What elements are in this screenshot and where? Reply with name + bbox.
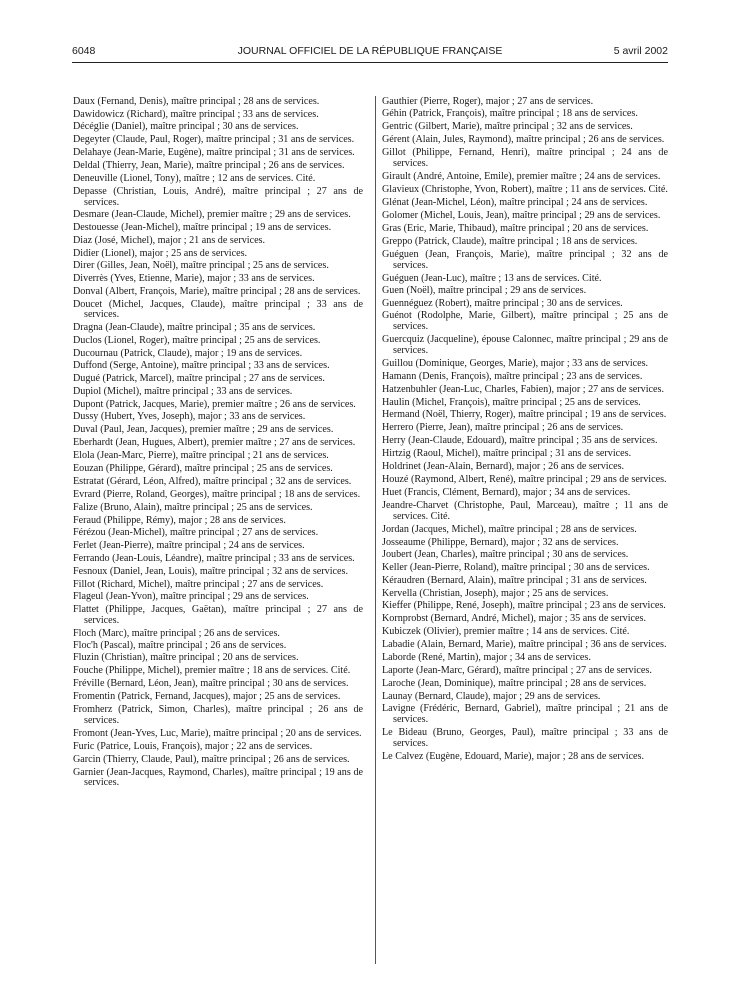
list-item: Laporte (Jean-Marc, Gérard), maître principal ; 27 ans de services.	[382, 664, 652, 676]
list-item: Lavigne (Frédéric, Bernard, Gabriel), maître principal ; 21 ans de services.	[382, 702, 668, 725]
list-item: Kubiczek (Olivier), premier maître ; 14 ans de services. Cité.	[382, 626, 630, 638]
list-item: Holdrinet (Jean-Alain, Bernard), major ; 26 ans de services.	[382, 461, 625, 473]
list-item: Launay (Bernard, Claude), major ; 29 ans de services.	[382, 690, 601, 702]
list-item: Flattet (Philippe, Jacques, Gaëtan), maître principal ; 27 ans de services.	[73, 603, 363, 626]
list-item: Herry (Jean-Claude, Edouard), maître principal ; 35 ans de services.	[382, 435, 658, 447]
list-item: Doucet (Michel, Jacques, Claude), maître principal ; 33 ans de services.	[73, 298, 363, 321]
list-item: Delahaye (Jean-Marie, Eugène), maître principal ; 31 ans de services.	[73, 146, 355, 158]
list-item: Greppo (Patrick, Claude), maître principal ; 18 ans de services.	[382, 236, 638, 248]
list-item: Fesnoux (Daniel, Jean, Louis), maître principal ; 32 ans de services.	[73, 565, 348, 577]
list-item: Dupont (Patrick, Jacques, Marie), premier maître ; 26 ans de services.	[73, 398, 356, 410]
list-item: Houzé (Raymond, Albert, René), maître principal ; 29 ans de services.	[382, 473, 667, 485]
list-item: Desmare (Jean-Claude, Michel), premier maître ; 29 ans de services.	[73, 209, 351, 221]
list-item: Deldal (Thierry, Jean, Marie), maître principal ; 26 ans de services.	[73, 159, 345, 171]
list-item: Eberhardt (Jean, Hugues, Albert), premier maître ; 27 ans de services.	[73, 436, 356, 448]
list-item: Duffond (Serge, Antoine), maître principal ; 33 ans de services.	[73, 360, 330, 372]
list-item: Décéglie (Daniel), maître principal ; 30 ans de services.	[73, 121, 299, 133]
list-item: Hamann (Denis, François), maître principal ; 23 ans de services.	[382, 370, 643, 382]
list-item: Girault (André, Antoine, Emile), premier maître ; 24 ans de services.	[382, 171, 661, 183]
list-item: Herrero (Pierre, Jean), maître principal ; 26 ans de services.	[382, 422, 624, 434]
list-item: Depasse (Christian, Louis, André), maître principal ; 27 ans de services.	[73, 185, 363, 208]
list-item: Hirtzig (Raoul, Michel), maître principal ; 31 ans de services.	[382, 448, 632, 460]
list-item: Joubert (Jean, Charles), maître principal ; 30 ans de services.	[382, 548, 629, 560]
list-item: Eouzan (Philippe, Gérard), maître principal ; 25 ans de services.	[73, 462, 333, 474]
list-item: Diverrès (Yves, Etienne, Marie), major ; 33 ans de services.	[73, 273, 315, 285]
list-item: Gentric (Gilbert, Marie), maître principal ; 32 ans de services.	[382, 121, 633, 133]
list-item: Guercquiz (Jacqueline), épouse Calonnec, maître principal ; 29 ans de services.	[382, 333, 668, 356]
journal-title: JOURNAL OFFICIEL DE LA RÉPUBLIQUE FRANÇAISE	[237, 45, 503, 57]
list-item: Feraud (Philippe, Rémy), major ; 28 ans de services.	[73, 514, 286, 526]
list-item: Guéguen (Jean, François, Marie), maître principal ; 32 ans de services.	[382, 249, 668, 271]
list-item: Glavieux (Christophe, Yvon, Robert), maître ; 11 ans de services. Cité.	[382, 184, 668, 196]
list-item: Jeandre-Charvet (Christophe, Paul, Marceau), maître ; 11 ans de services. Cité.	[382, 499, 668, 522]
list-item: Glénat (Jean-Michel, Léon), maître principal ; 24 ans de services.	[382, 197, 648, 209]
list-item: Fréville (Bernard, Léon, Jean), maître principal ; 30 ans de services.	[73, 677, 349, 689]
list-item: Ferlet (Jean-Pierre), maître principal ; 24 ans de services.	[73, 540, 305, 552]
list-item: Furic (Patrice, Louis, François), major ; 22 ans de services.	[73, 740, 313, 752]
list-item: Deneuville (Lionel, Tony), maître ; 12 ans de services. Cité.	[73, 172, 316, 184]
list-item: Ferrando (Jean-Louis, Léandre), maître principal ; 33 ans de services.	[73, 552, 355, 564]
column-divider	[375, 96, 376, 964]
list-item: Kervella (Christian, Joseph), major ; 25 ans de services.	[382, 587, 609, 599]
list-item: Férézou (Jean-Michel), maître principal ; 27 ans de services.	[73, 527, 319, 539]
page-header	[72, 45, 668, 59]
list-item: Gérent (Alain, Jules, Raymond), maître principal ; 26 ans de services.	[382, 134, 665, 146]
list-item: Guillou (Dominique, Georges, Marie), major ; 33 ans de services.	[382, 357, 649, 369]
list-item: Degeyter (Claude, Paul, Roger), maître principal ; 31 ans de services.	[73, 133, 355, 145]
list-item: Fluzin (Christian), maître principal ; 20 ans de services.	[73, 652, 299, 664]
list-item: Falize (Bruno, Alain), maître principal ; 25 ans de services.	[73, 501, 313, 513]
list-item: Le Bideau (Bruno, Georges, Paul), maître principal ; 33 ans de services.	[382, 726, 668, 749]
list-item: Floc'h (Pascal), maître principal ; 26 ans de services.	[73, 640, 287, 652]
list-item: Golomer (Michel, Louis, Jean), maître principal ; 29 ans de services.	[382, 210, 661, 222]
list-item: Kéraudren (Bernard, Alain), maître principal ; 31 ans de services.	[382, 574, 647, 586]
list-item: Keller (Jean-Pierre, Roland), maître principal ; 30 ans de services.	[382, 561, 650, 573]
list-item: Guennéguez (Robert), maître principal ; 30 ans de services.	[382, 297, 623, 309]
list-item: Guéguen (Jean-Luc), maître ; 13 ans de services. Cité.	[382, 272, 602, 284]
list-item: Jordan (Jacques, Michel), maître principal ; 28 ans de services.	[382, 523, 637, 535]
list-item: Flageul (Jean-Yvon), maître principal ; 29 ans de services.	[73, 591, 309, 603]
list-item: Fouche (Philippe, Michel), premier maître ; 18 ans de services. Cité.	[73, 664, 351, 676]
list-item: Diaz (José, Michel), major ; 21 ans de services.	[73, 235, 266, 247]
list-item: Kieffer (Philippe, René, Joseph), maître principal ; 23 ans de services.	[382, 600, 666, 612]
page-number: 6048	[72, 45, 96, 57]
list-item: Gillot (Philippe, Fernand, Henri), maître principal ; 24 ans de services.	[382, 147, 668, 170]
issue-date: 5 avril 2002	[613, 45, 668, 57]
list-item: Guénot (Rodolphe, Marie, Gilbert), maître principal ; 25 ans de services.	[382, 309, 668, 332]
list-item: Laroche (Jean, Dominique), maître principal ; 28 ans de services.	[382, 677, 647, 689]
list-item: Dussy (Hubert, Yves, Joseph), major ; 33 ans de services.	[73, 411, 306, 423]
list-item: Donval (Albert, François, Marie), maître principal ; 28 ans de services.	[73, 285, 361, 297]
left-column	[73, 97, 363, 791]
list-item: Estratat (Gérard, Léon, Alfred), maître principal ; 32 ans de services.	[73, 475, 352, 487]
list-item: Duval (Paul, Jean, Jacques), premier maître ; 29 ans de services.	[73, 423, 334, 435]
list-item: Gras (Eric, Marie, Thibaud), maître principal ; 20 ans de services.	[382, 223, 649, 235]
list-item: Géhin (Patrick, François), maître principal ; 18 ans de services.	[382, 108, 638, 120]
list-item: Hatzenbuhler (Jean-Luc, Charles, Fabien), major ; 27 ans de services.	[382, 383, 664, 395]
list-item: Fillot (Richard, Michel), maître principal ; 27 ans de services.	[73, 578, 324, 590]
header-rule	[72, 62, 668, 63]
list-item: Fromherz (Patrick, Simon, Charles), maître principal ; 26 ans de services.	[73, 703, 363, 726]
list-item: Ducournau (Patrick, Claude), major ; 19 ans de services.	[73, 347, 303, 359]
list-item: Dupiol (Michel), maître principal ; 33 ans de services.	[73, 386, 293, 398]
list-item: Laborde (René, Martin), major ; 34 ans de services.	[382, 652, 591, 664]
list-item: Dugué (Patrick, Marcel), maître principal ; 27 ans de services.	[73, 373, 325, 385]
list-item: Labadie (Alain, Bernard, Marie), maître principal ; 36 ans de services.	[382, 639, 667, 651]
list-item: Hermand (Noël, Thierry, Roger), maître principal ; 19 ans de services.	[382, 409, 667, 421]
list-item: Evrard (Pierre, Roland, Georges), maître principal ; 18 ans de services.	[73, 488, 361, 500]
list-item: Duclos (Lionel, Roger), maître principal ; 25 ans de services.	[73, 334, 321, 346]
list-item: Didier (Lionel), major ; 25 ans de services.	[73, 247, 248, 259]
list-item: Josseaume (Philippe, Bernard), major ; 32 ans de services.	[382, 536, 619, 548]
list-item: Fromentin (Patrick, Fernand, Jacques), major ; 25 ans de services.	[73, 690, 341, 702]
list-item: Le Calvez (Eugène, Edouard, Marie), major ; 28 ans de services.	[382, 750, 645, 762]
list-item: Direr (Gilles, Jean, Noël), maître principal ; 25 ans de services.	[73, 260, 329, 272]
list-item: Fromont (Jean-Yves, Luc, Marie), maître principal ; 20 ans de services.	[73, 727, 362, 739]
list-item: Destouesse (Jean-Michel), maître principal ; 19 ans de services.	[73, 222, 332, 234]
list-item: Dawidowicz (Richard), maître principal ; 33 ans de services.	[73, 108, 319, 120]
list-item: Guen (Noël), maître principal ; 29 ans de services.	[382, 285, 587, 297]
list-item: Gauthier (Pierre, Roger), major ; 27 ans de services.	[382, 96, 594, 107]
list-item: Garcin (Thierry, Claude, Paul), maître principal ; 26 ans de services.	[73, 753, 350, 765]
right-column	[382, 97, 668, 765]
list-item: Garnier (Jean-Jacques, Raymond, Charles), maître principal ; 19 ans de services.	[73, 766, 363, 789]
list-item: Haulin (Michel, François), maître principal ; 25 ans de services.	[382, 396, 641, 408]
list-item: Kornprobst (Bernard, André, Michel), major ; 35 ans de services.	[382, 613, 647, 625]
list-item: Huet (Francis, Clément, Bernard), major ; 34 ans de services.	[382, 486, 631, 498]
list-item: Dragna (Jean-Claude), maître principal ; 35 ans de services.	[73, 322, 316, 334]
list-item: Elola (Jean-Marc, Pierre), maître principal ; 21 ans de services.	[73, 449, 329, 461]
list-item: Floch (Marc), maître principal ; 26 ans de services.	[73, 627, 280, 639]
list-item: Daux (Fernand, Denis), maître principal ; 28 ans de services.	[73, 96, 320, 107]
